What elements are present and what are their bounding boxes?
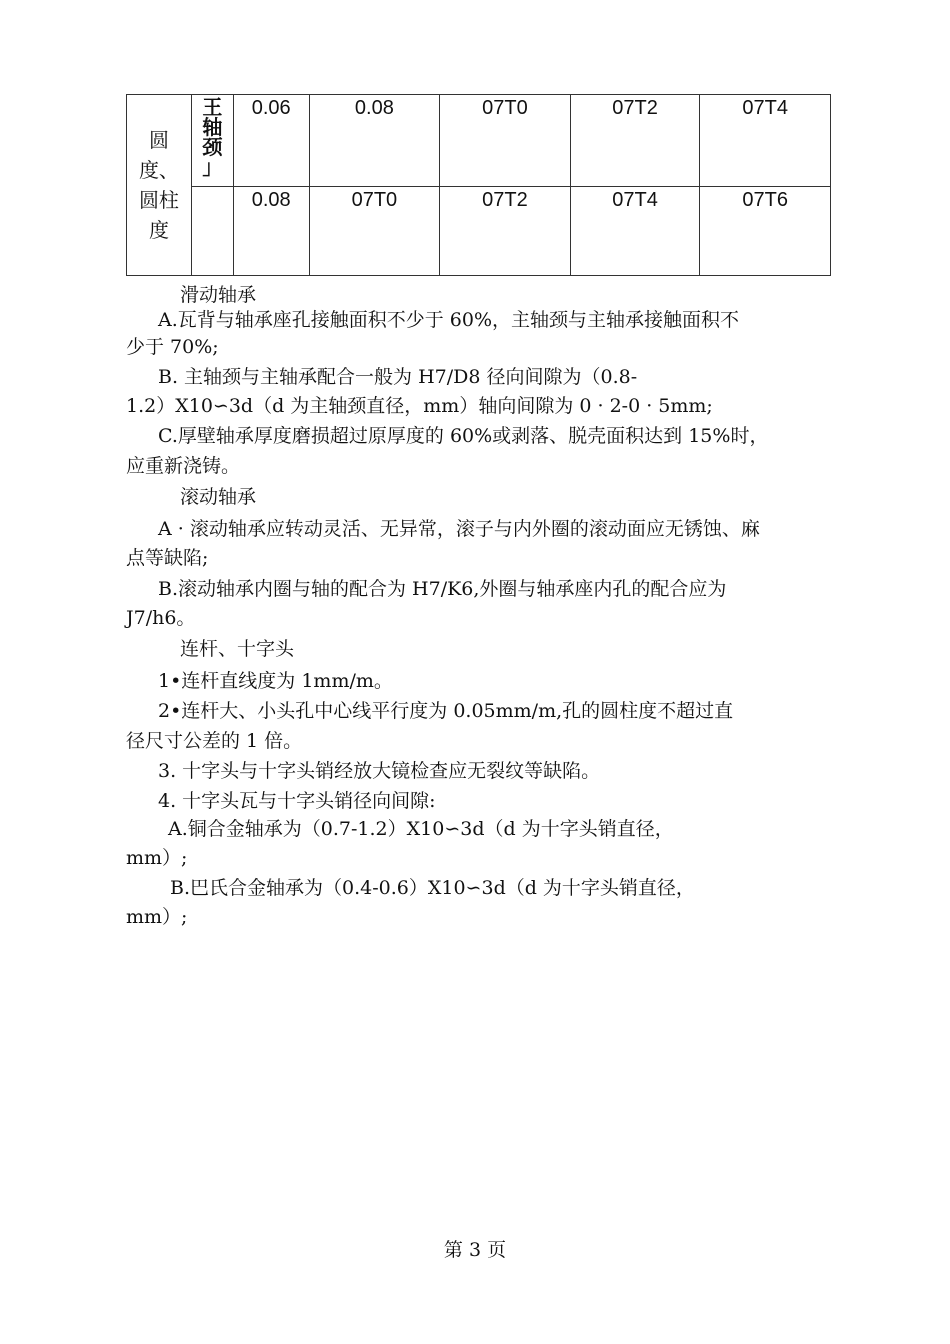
- section-heading-sliding: 滑动轴承: [180, 284, 257, 306]
- table-cell: 0.08: [309, 95, 440, 187]
- paragraph-line: 点等缺陷;: [126, 547, 209, 569]
- row-label-line: 圆柱: [138, 188, 179, 212]
- section-heading-rolling: 滚动轴承: [180, 486, 257, 508]
- paragraph-line: 4. 十字头瓦与十字头销径向间隙:: [158, 790, 436, 812]
- part-char: 王: [202, 95, 223, 119]
- row-label-line: 圆: [148, 128, 169, 152]
- part-cell: [191, 95, 233, 187]
- paragraph-line: mm）;: [126, 906, 188, 928]
- table-cell: 07T2: [440, 187, 571, 276]
- paragraph-line: A.铜合金轴承为（0.7-1.2）X10∽3d（d 为十字头销直径，: [168, 818, 674, 840]
- row-label-line: 度、: [138, 158, 179, 182]
- part-char: 」: [202, 155, 223, 179]
- paragraph-line: 径尺寸公差的 1 倍。: [126, 730, 303, 752]
- page-number: 第 3 页: [443, 1239, 507, 1261]
- table-cell: 0.06: [233, 95, 309, 187]
- part-char: 颈: [202, 135, 223, 159]
- paragraph-line: 少于 70%;: [126, 336, 219, 358]
- paragraph-line: 1•连杆直线度为 1mm/m。: [158, 670, 393, 692]
- part-char: 轴: [202, 115, 223, 139]
- row-label-line: 度: [148, 218, 169, 242]
- paragraph-line: J7/h6。: [126, 607, 196, 629]
- table-cell: 07T0: [309, 187, 440, 276]
- table-row: [127, 95, 831, 187]
- paragraph-line: B. 主轴颈与主轴承配合一般为 H7/D8 径向间隙为（0.8-: [158, 366, 638, 388]
- table-cell: 07T4: [570, 187, 700, 276]
- paragraph-line: A · 滚动轴承应转动灵活、无异常，滚子与内外圈的滚动面应无锈蚀、麻: [158, 518, 760, 540]
- paragraph-line: 应重新浇铸。: [126, 455, 241, 477]
- paragraph-line: B.滚动轴承内圈与轴的配合为 H7/K6,外圈与轴承座内孔的配合应为: [158, 578, 727, 600]
- paragraph-line: A.瓦背与轴承座孔接触面积不少于 60%，主轴颈与主轴承接触面积不: [158, 309, 740, 331]
- table-cell: 0.08: [233, 187, 309, 276]
- paragraph-line: 2•连杆大、小头孔中心线平行度为 0.05mm/m,孔的圆柱度不超过直: [158, 700, 734, 722]
- table-row: [127, 187, 831, 276]
- section-heading-rod: 连杆、十字头: [180, 638, 295, 660]
- table-cell: 07T0: [440, 95, 571, 187]
- paragraph-line: 1.2）X10∽3d（d 为主轴颈直径，mm）轴向间隙为 0 · 2-0 · 5mm;: [126, 395, 713, 417]
- paragraph-line: C.厚壁轴承厚度磨损超过原厚度的 60%或剥落、脱壳面积达到 15%时，: [158, 425, 769, 447]
- paragraph-line: 3. 十字头与十字头销经放大镜检查应无裂纹等缺陷。: [158, 760, 601, 782]
- row-label-cell: [127, 95, 192, 276]
- table-cell: 07T6: [700, 187, 831, 276]
- paragraph-line: B.巴氏合金轴承为（0.4-0.6）X10∽3d（d 为十字头销直径，: [170, 877, 695, 899]
- tolerance-table: [126, 94, 831, 276]
- table-cell: 07T2: [570, 95, 700, 187]
- table-cell: 07T4: [700, 95, 831, 187]
- paragraph-line: mm）;: [126, 847, 188, 869]
- part-cell: [191, 187, 233, 276]
